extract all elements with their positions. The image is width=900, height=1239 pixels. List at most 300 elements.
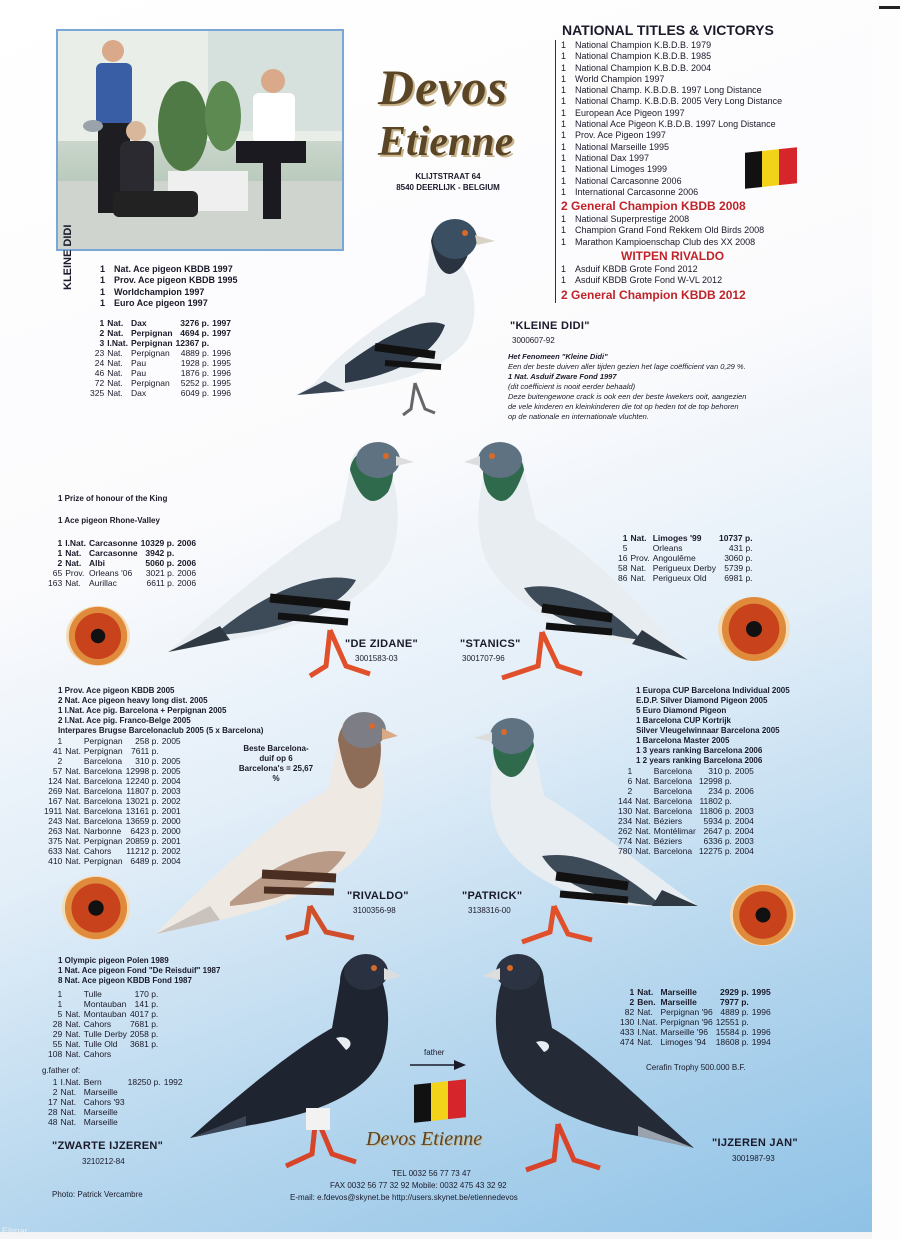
result-pos: 2 [57,756,63,766]
title-item: E.D.P. Silver Diamond Pigeon 2005 [636,696,768,705]
result-lvl [65,756,84,766]
footer-tel: TEL 0032 56 77 73 47 [392,1169,471,1178]
result-lvl: Nat. [60,1087,77,1097]
footer-fax: FAX 0032 56 77 32 92 Mobile: 0032 475 43 32 92 [330,1181,507,1190]
result-race: Carcasonne [88,548,138,558]
result-row [620,1027,774,1037]
result-lvl: Nat. [60,1097,77,1107]
result-lvl: Nat. [107,348,123,358]
result-pos: 2 [627,786,633,796]
result-race: Perpignan '96 [660,1017,713,1027]
result-pos: 780 [618,846,633,856]
description-line: Deze buitengewone crack is ook een der beste kwekers ooit, aangezien [508,392,747,401]
result-race: Dax [130,318,147,328]
title-item: 1 National Champion K.B.D.B. 1985 [561,51,712,62]
title-item: 1 International Carcasonne 2006 [561,186,699,197]
result-pos: 2 [57,558,63,568]
title-item: 1 Asduif KBDB Grote Fond W-VL 2012 [561,275,723,286]
logo-etienne: Etienne [378,119,514,165]
result-lvl: I.Nat. [637,1017,658,1027]
result-pos: 1 [57,736,63,746]
result-p: 141 p. [134,999,159,1009]
result-row [618,533,756,543]
footer-email[interactable]: E-mail: e.fdevos@skynet.be http://users.skynet.be/etiennedevos [290,1193,518,1202]
result-race: Cahors [83,1019,112,1029]
result-race: Perpignan [83,836,123,846]
result-p: 4017 p. [129,1009,159,1019]
title-item: 1 National Ace Pigeon K.B.D.B. 1997 Long Distance [561,119,776,130]
result-pos: 82 [624,1007,635,1017]
result-lvl: Nat. [107,388,123,398]
result-race: Perpignan [130,338,173,348]
result-y: 2004 [734,846,754,856]
result-pos: 86 [618,573,628,583]
result-y: 2001 [161,806,181,816]
result-lvl: Nat. [630,533,647,543]
patrick-name: "PATRICK" [462,890,523,902]
result-pos: 16 [618,553,628,563]
result-y: 2006 [177,578,197,588]
result-pos: 2 [629,997,635,1007]
result-pos: 1911 [44,806,63,816]
result-p: 10329 p. [140,538,175,548]
result-race: Perpignan [130,378,170,388]
result-race: Pau [130,368,147,378]
ijzeren-jan-name: "IJZEREN JAN" [712,1137,798,1149]
result-pos: 41 [52,746,63,756]
result-lvl: Nat. [65,548,82,558]
result-y [164,1117,186,1127]
result-row [620,1037,774,1047]
result-p: 6336 p. [703,836,732,846]
signature-logo: Devos Etienne [366,1128,483,1150]
result-row [90,318,234,328]
ijzeren-jan-results [620,987,774,1047]
patrick-ring: 3138316-00 [468,906,511,915]
description-line: op de nationale en internationale vluchten. [508,412,649,421]
result-race: Montauban [83,999,127,1009]
result-pos: 6 [627,776,633,786]
result-race: Marseille [83,1107,118,1117]
result-pos: 474 [620,1037,635,1047]
result-lvl: Nat. [65,796,81,806]
result-row [618,806,757,816]
result-lvl: Nat. [60,1117,77,1127]
result-pos: 23 [94,348,105,358]
result-p: 310 p. [135,756,159,766]
title-item: 1 Prov. Ace pigeon KBDB 2005 [58,686,175,695]
result-race: Barcelona [83,816,123,826]
result-y: 2003 [734,806,754,816]
title-item: 1 Europa CUP Barcelona Individual 2005 [636,686,790,695]
result-p: 18250 p. [127,1077,161,1087]
result-lvl: Nat. [65,766,81,776]
result-race: Tulle Old [83,1039,118,1049]
result-row [48,1097,186,1107]
result-row [48,989,161,999]
result-pos: 17 [48,1097,58,1107]
result-p: 5060 p. [145,558,175,568]
address [388,171,508,193]
general-champion-2012: 2 General Champion KBDB 2012 [561,287,746,302]
result-pos: 1 [627,766,633,776]
result-p: 4889 p. [720,1007,749,1017]
national-titles-heading: NATIONAL TITLES & VICTORYS [562,22,774,38]
kleine-didi-results [90,318,234,398]
result-y: 2005 [161,756,181,766]
result-p [128,1087,164,1097]
result-y [752,997,774,1007]
result-lvl: Nat. [635,806,651,816]
result-pos: 48 [48,1117,58,1127]
result-race: Orleans '06 [88,568,133,578]
result-race: Cahors [83,1049,112,1059]
result-row [48,1019,161,1029]
title-item: 1 Barcelona CUP Kortrijk [636,716,731,725]
result-y [164,1097,186,1107]
result-p: 12275 p. [698,846,732,856]
general-champion-2008: 2 General Champion KBDB 2008 [561,199,746,214]
result-p: 3942 p. [145,548,175,558]
result-race: Marseille '96 [660,1027,708,1037]
result-p: 7977 p. [719,997,749,1007]
result-y: 2005 [161,766,181,776]
result-race: Béziers [653,816,683,826]
title-item: 1 National Carcasonne 2006 [561,175,682,186]
result-lvl: Nat. [637,1037,653,1047]
result-pos: 65 [52,568,63,578]
result-p: 13021 p. [125,796,159,806]
result-race: Barcelona [83,806,123,816]
result-race: Barcelona [83,796,123,806]
result-p: 5934 p. [703,816,732,826]
gfather-results [48,1077,186,1127]
result-pos: 5 [622,543,628,553]
result-lvl: Nat. [60,1107,77,1117]
result-lvl: Ben. [637,997,656,1007]
result-y: 2006 [177,568,197,578]
result-p: 6611 p. [146,578,175,588]
father-arrow-icon [408,1058,468,1072]
result-race: Perpignan '96 [660,1007,713,1017]
kleine-didi-ring: 3000607-92 [512,336,555,345]
result-race: Perigueux Old [652,573,707,583]
title-item: 1 Prov. Ace pigeon KBDB 1995 [100,275,238,286]
result-pos: 2 [52,1087,58,1097]
result-row [90,358,234,368]
result-row [90,378,234,388]
result-lvl: Nat. [635,816,651,826]
result-race: Limoges '99 [652,533,702,543]
result-p: 12240 p. [125,776,159,786]
result-row [618,543,756,553]
title-item: Interpares Brugse Barcelonaclub 2005 (5 x Barcelona) [58,726,264,735]
result-pos: 58 [618,563,628,573]
result-p: 6049 p. [180,388,210,398]
result-row [620,1007,774,1017]
result-p: 3021 p. [145,568,175,578]
result-y: 2003 [161,786,181,796]
result-pos: 46 [94,368,105,378]
result-p [128,1097,164,1107]
result-row [620,1017,774,1027]
result-y: 2004 [734,816,754,826]
result-lvl: Nat. [65,1009,81,1019]
result-lvl: Nat. [635,846,651,856]
result-row [90,348,234,358]
result-pos: 130 [620,1017,635,1027]
result-p: 11806 p. [699,806,732,816]
result-row [90,338,234,348]
result-race: Barcelona [653,796,693,806]
title-item: 1 Marathon Kampioenschap Club des XX 2008 [561,236,756,247]
result-pos: 3 [99,338,105,348]
result-race: Marseille [660,997,697,1007]
result-p: 11802 p. [699,796,732,806]
result-lvl: Nat. [65,846,81,856]
patrick-eye-photo [730,884,796,946]
result-lvl: Nat. [65,776,81,786]
result-lvl: I.Nat. [60,1077,81,1087]
result-race: Montauban [83,1009,127,1019]
result-pos: 1 [622,533,628,543]
result-p: 12998 p. [698,776,732,786]
result-lvl: I.Nat. [65,538,86,548]
result-row [48,1087,186,1097]
result-lvl: Nat. [65,856,81,866]
result-row [90,328,234,338]
result-y: 2005 [734,766,754,776]
result-row [48,1107,186,1117]
result-pos: 124 [48,776,63,786]
result-p: 10737 p. [719,533,753,543]
result-race: Barcelona [653,786,693,796]
result-row [618,846,757,856]
result-lvl: Nat. [630,563,647,573]
cerafin-trophy: Cerafin Trophy 500.000 B.F. [646,1063,746,1072]
title-item: 2 I.Nat. Ace pig. Franco-Belge 2005 [58,716,191,725]
result-p: 6981 p. [724,573,753,583]
result-lvl: Prov. [630,553,650,563]
result-row [618,836,757,846]
kleine-didi-vertical-label: KLEINE DIDI [62,224,74,290]
result-y: 1994 [751,1037,771,1047]
result-race: Bern [83,1077,102,1087]
title-item: 1 Euro Ace pigeon 1997 [100,297,208,308]
result-p: 13161 p. [125,806,159,816]
result-race: Narbonne [83,826,122,836]
result-row [618,553,756,563]
result-lvl: I.Nat. [107,338,128,348]
result-y [212,338,234,348]
address-city: 8540 DEERLIJK - BELGIUM [396,183,500,192]
result-lvl: Nat. [635,836,651,846]
result-y: 2002 [161,796,181,806]
result-pos: 774 [618,836,633,846]
result-p: 2647 p. [703,826,732,836]
result-race: Perpignan [83,856,123,866]
zidane-honour: 1 Prize of honour of the King [58,494,168,503]
result-y: 1996 [212,388,232,398]
title-item: Silver Vleugelwinnaar Barcelona 2005 [636,726,780,735]
result-pos: 55 [52,1039,63,1049]
result-p: 4694 p. [180,328,210,338]
result-pos: 1 [629,987,635,997]
result-row [618,776,757,786]
result-y: 1996 [751,1007,771,1017]
result-race: Tulle Derby [83,1029,127,1039]
result-lvl [65,989,84,999]
result-pos: 2 [99,328,105,338]
result-p: 5252 p. [180,378,210,388]
result-row [618,796,757,806]
result-pos: 433 [620,1027,635,1037]
result-p: 258 p. [135,736,159,746]
result-row [90,368,234,378]
result-race: Marseille [660,987,697,997]
result-race: Dax [130,388,147,398]
result-pos: 263 [48,826,63,836]
result-p: 310 p. [708,766,732,776]
result-p: 7611 p. [131,746,159,756]
result-y: 1992 [163,1077,183,1087]
result-y: 1997 [212,318,232,328]
result-lvl: Nat. [637,987,654,997]
result-race: Barcelona [83,766,123,776]
result-y [164,1107,186,1117]
result-race: Marseille [83,1087,118,1097]
result-race: Tulle [83,989,102,999]
result-lvl: Nat. [65,836,81,846]
result-pos: 24 [94,358,105,368]
result-p: 5739 p. [724,563,753,573]
result-pos: 130 [618,806,633,816]
title-item: 1 National Limoges 1999 [561,164,668,175]
result-lvl: Nat. [630,573,647,583]
result-lvl [65,736,84,746]
result-lvl: Nat. [107,378,123,388]
result-row [48,1117,186,1127]
result-pos: 1 [99,318,105,328]
result-row [618,816,757,826]
result-p: 11807 p. [126,786,159,796]
result-lvl: Nat. [635,776,651,786]
father-label: father [424,1048,445,1057]
result-pos: 1 [57,548,63,558]
kleine-didi-pigeon [285,205,515,425]
result-race: Perigueux Derby [652,563,716,573]
result-race: Carcasonne [88,538,138,548]
result-race: Aurillac [88,578,117,588]
result-lvl: Nat. [65,578,81,588]
title-item: 1 Asduif KBDB Grote Fond 2012 [561,264,698,275]
title-item: 1 National Champion K.B.D.B. 2004 [561,62,712,73]
result-pos: 633 [48,846,63,856]
result-row [48,1029,161,1039]
result-p: 12998 p. [125,766,159,776]
stanics-name: "STANICS" [460,638,521,650]
result-y: 2006 [734,786,754,796]
result-y: 2001 [161,836,181,846]
rivaldo-name: "RIVALDO" [347,890,409,902]
result-p [130,1049,161,1059]
result-y: 2006 [177,538,197,548]
result-lvl: Nat. [107,358,123,368]
description-line: 1 Nat. Asduif Zware Fond 1997 [508,372,617,381]
result-race: Perpignan [130,348,170,358]
belgian-flag-icon [745,147,797,188]
scan-edge [872,0,900,1239]
result-lvl: Nat. [65,816,81,826]
title-item: 1 Barcelona Master 2005 [636,736,730,745]
result-p: 1928 p. [180,358,210,368]
result-p: 12367 p. [175,338,210,348]
scan-watermark: Elimar [2,1226,28,1236]
result-lvl: Nat. [65,558,82,568]
result-row [90,388,234,398]
kleine-didi-description [508,352,848,422]
rivaldo-ring: 3100356-98 [353,906,396,915]
result-pos: 108 [48,1049,63,1059]
result-p: 1876 p. [180,368,210,378]
result-lvl: Nat. [65,1049,81,1059]
photo-credit: Photo: Patrick Vercambre [52,1190,143,1199]
result-row [48,999,161,1009]
result-p: 4889 p. [180,348,210,358]
result-row [618,786,757,796]
result-row [48,1049,161,1059]
title-item: 1 Nat. Ace pigeon KBDB 1997 [100,264,233,274]
result-race: Pau [130,358,147,368]
title-item: 1 National Marseille 1995 [561,141,670,152]
result-y: 2000 [161,826,181,836]
result-race: Barcelona [653,766,693,776]
ijzeren-jan-ring: 3001987-93 [732,1154,775,1163]
result-row [48,1039,161,1049]
stanics-eye-photo [718,597,790,661]
result-race: Barcelona [653,806,693,816]
result-lvl: Nat. [65,786,81,796]
title-item: 8 Nat. Ace pigeon KBDB Fond 1987 [58,976,192,985]
description-title: Het Fenomeen "Kleine Didi" [508,352,608,361]
result-lvl: Nat. [65,806,81,816]
title-item: 1 Nat. Ace pigeon Fond "De Reisduif" 1987 [58,966,221,975]
title-item: 5 Euro Diamond Pigeon [636,706,727,715]
result-p: 11212 p. [126,846,159,856]
result-pos: 5 [57,1009,63,1019]
result-race: Albi [88,558,106,568]
title-item: 1 National Champion K.B.D.B. 1979 [561,40,712,50]
rivaldo-eye-photo [62,876,130,940]
result-row [618,563,756,573]
result-p: 170 p. [134,989,159,999]
result-row [618,573,756,583]
zidane-ring: 3001583-03 [355,654,398,663]
result-pos: 144 [618,796,633,806]
result-row [48,1077,186,1087]
result-lvl [630,543,652,553]
zwarte-ijzeren-ring: 3210212-84 [82,1157,125,1166]
result-race: Orleans [652,543,683,553]
result-race: Angoulême [652,553,696,563]
result-race: Perpignan [83,746,123,756]
result-pos: 1 [57,989,63,999]
result-p: 13659 p. [125,816,159,826]
result-y [752,1017,774,1027]
result-race: Cahors '93 [83,1097,125,1107]
result-lvl: Nat. [65,826,81,836]
result-p: 7681 p. [129,1019,159,1029]
